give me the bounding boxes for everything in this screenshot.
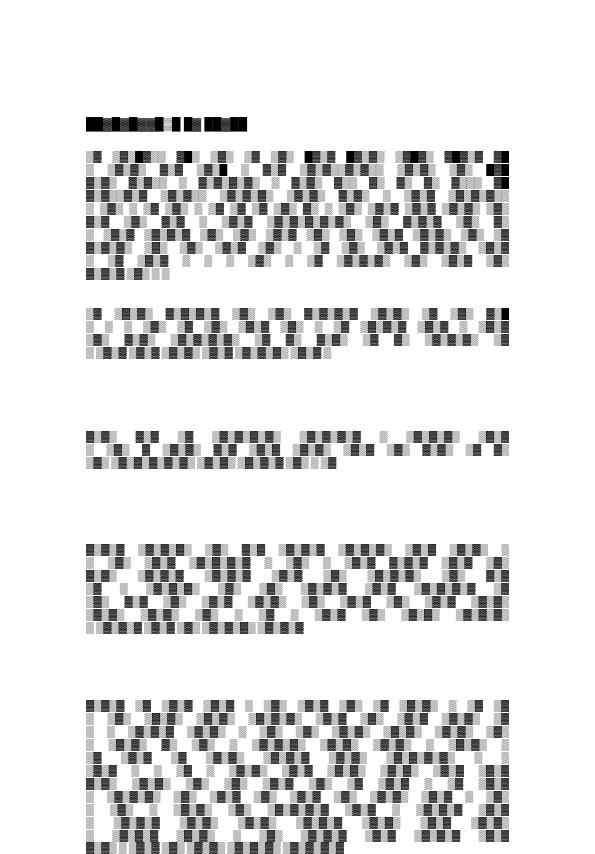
paragraph-line: ▒▓▒ ▓▒▓▒ ▒▓▒▓▒▓▒▓▒ ▒▓ ▓▒ ▓▒▓▒ ▒▓ ▓▒ ▒▓▒▓▒▓▒ ▒▓ <box>86 333 509 346</box>
paragraph-line: ▒ ▒ ▒ ▒▓▒ ▒▓ ▒▓▒ ▒▓▒▓ ▒▓▒ ▒ ▒▓ ▒▓▒▓▒▓ ▒▓▒▓ ▒ ▒▓▒▓ <box>86 320 509 333</box>
paragraph-line: ▒▓ ▒▓▒▓▒ ▓▒▓▒▓▒▓ ▒▓▒ ▒▓▒ ▓▒▓▒▓▒▓ ▒▓▒▓▒ ▒▓ ▒▓▒ ▓▒█ <box>86 308 509 320</box>
paragraph-line: ▒▓▒▓▒ ▒▓▒▓▒ ▒▓▒ ▒ ▒▓ ▒ ▒▓▒▓ ▒▓▒ ▒▓▒▓▒ ▒▓▒▓▒▓▒ <box>86 608 509 621</box>
paragraph-line: ▒ ▒▓▒▓ ▒▓▒▓▒▓ ▒▓▒ ▒▓▒ ▒▓▒▓ ▒▓▒ ▒▓▒ ▒▓▒▓ ▒▓▒▓▒ ▒▓▒ ▒▓ <box>86 228 509 241</box>
paragraph-line: ▒ ▒▓▒▓▒ ▓▒ ▒▓▒ ▒ ▒▓▒▓▒▓▒ ▒▓▒▓▒ ▒▓▒▓▒ ▒ ▒▓▒▓▒ ▒ <box>86 738 509 751</box>
paragraph-line: ▓▒▓▒ ▓▒▓ ▒▓ ▒▓▒▓▒▓▒▓▒ ▒▓▒▓▒▓▒▓ ▒ ▒▓▒▓▒▓▒ ▒▓▒▓ <box>86 431 509 443</box>
paragraph-line: ▒ ▒▓▒▓ ▒▓▒▓ ▒▓▒▓▒ ▒▓▒▓ ▒▓▒▓▒▓▒ ▒▓▒▓ ▒ <box>86 346 331 359</box>
paragraph-line: ▓▒▓▒ ▒▓▒▓▒▓ ▒▓▒▓▒▓ ▒▓▒▓ ▒▓▒ ▒▓▒▓▒▓▒ ▒▓▒ ▓▒▓ <box>86 569 509 582</box>
paragraph-line: ▓▒▓▒ ▒▓▒▓▒ ▒▓▒ ▒▓▒ ▒▓▒▓ ▒▓▒ ▒▓ ▒▓▒▓ ▒ ▒▓ ▒▓▒▓ <box>86 777 509 790</box>
paragraph-line: ▓▒▓▒▓ ▒▓▒▓▒▓▒ ▒▓▒ ▓▒▓ ▒▓▒▓▒▓ ▒▓▒▓▒▓▒ ▒▓▒▓ ▒▓▒▓▒ ▒ <box>86 544 509 556</box>
paragraph-line: ▒ ▒▓▒ ▒▓▒▓ ▒▓▒▓▒▓▒▓ ▒ ▒▓▒ ▒ ▒▓▒▓ ▓▒▓▒▓ ▒▓▒▓ ▒▓▒ <box>86 556 509 569</box>
paragraph-line: ▒ ▒▓▒ ▒ ▒▓ ▒▓▒ ▒ ▒▓ ▒▓ ▒▓ ▒▓▒ ▓▒ ▒ ▒▓▒ ▒▓▒▓ ▒▓▒▓ ▒▓▒▓▒ ▒▓▒ <box>86 202 509 215</box>
paragraph-line: ▓▒▓▒▓▒ ▒▓▒ ▒▓▒ ▒▓▒▓ ▒▓▒ ▒ ▒▓ ▒▓▒ ▒▓▒▓ ▓▒▓▒▓▒ ▒▓▒▓ <box>86 241 509 254</box>
paragraph-line: ▒ ▒▓▒ ▓ ▒▓▒▓▒ ▓▒▓ ▒▓▒▓ ▒▓▒▓▒ ▒▓▒▓ ▒▓▒ ▓▒▓▒ ▒▓ ▓▒ <box>86 443 509 456</box>
paragraph-line: ▒▓▒ ▒▓▒▓▒▓▒▓▒▓▒ ▒▓▒▓▒ ▒▓▒▓▒▓ ▒▓▒ ▒ ▒▓ <box>86 456 336 469</box>
paragraph-line: ▒▓ ▒▓▒▓ ▒▓ ▒▓▒▓▒ ▒▓▒▓▒▓ ▒▓▒▓▒ ▒▓▒▓▒▓▒▓▒ ▒ ▒ <box>86 751 509 764</box>
paragraph-line: ▒▓ ▒ ▒▓▒▓▒▓▒ ▒▓▒ ▒▓▒ ▒▓▒▓▒▓ ▒▓▒▓ ▒▓▒▓▒▓▒▓ ▒▓ <box>86 582 509 595</box>
paragraph-line: ▒ ▒▓▒▓▒▓ ▒▓▒▓▒ ▒▓▒▓▒ ▒▓▒▓▒▓ ▒▓▒▓▒ ▒▓▒▓ ▒▓▒▓▒ <box>86 816 509 829</box>
paragraph-line: ▒ ▒▓▒ ▒▓▒▓▒ ▒▓▒▓▒ ▒▓▒▓▒▓▒ ▒▓▒▓ ▒▓▒ ▒▓▒▓ ▒▓▒▓▒ ▒▓ <box>86 712 509 725</box>
paragraph-line: ▒ ▒▓▒ ▒ ▒▓▒▓▒ ▒▓▒ ▒▓▒▓▒▓▒▓ ▒▓▒▓ ▒ ▒▓▒▓▒▓ ▒▓▒▓ <box>86 803 509 816</box>
paragraph-line: ▒▓▒▓ ▒ ▒ ▒▓ ▒ ▒▓▒▓▒ ▒▓▒▓ ▒▓▒▓▒ ▒▓▒▓▒ ▒▓▒▓ ▒▓▒▓ <box>86 764 509 777</box>
paragraph-line: ▓▒▓▒▓ ▒▓ ▒▓▒▓ ▒▓▒▓ ▒ ▒▓▒ ▒▓▒▓ ▒▓▒ ▒▓ ▒▓▒▓▒ ▒ ▒▓ ▒▓ <box>86 700 509 712</box>
paragraph-line: ▒ ▒▓ ▒▓▒▓ ▒ ▒ ▒ ▒▓▒ ▒ ▒▓ ▒▓▒▓▒▓▒ ▒▓▒ ▒▓▒▓ ▒▓▒ <box>86 254 509 267</box>
paragraph-line: ▒ ▒▓▒▓▒ ▓▒▓ ▒▓▒█ ▒ ▓▒▓ ▒▓▒▓▒▒▓▒▓▒▒ ▒▓▒▓▒ ▒▓▒ █▓█ <box>86 163 509 176</box>
paragraph-line: ▒ ▒▓▒▓▒▓ ▒▓▒▓ ▒▓▒ ▒▓▒▓▒▓▒ ▒▓▒▓▒▓ <box>86 621 304 634</box>
paragraph-line: ▓▒▓ ▒▓▒ ▓▒▓ ▒ ▒▓▒▓ ▒▓▒▓▒▓▒▓▒▓▒ ▒▓▒ ▓▒▓▒▓ ▒▓▒ ▓▒ <box>86 215 509 228</box>
paragraph-line: ▓▒▓▒ ▒ ▒▓▒▓ ▒▓▒ ▒▓▒▓▒ ▒▓▒▓▒▓▒ ▒▓▒▓▒▓▒▓ <box>86 842 344 854</box>
paragraph-line: ▓▒▓▒▓ ▒▓▒ ▒ ▒ <box>86 267 170 280</box>
paragraph-line: ▒▓ ▒▓▒█▓▒▒ ▓█▒ ▒▓▒ ▒▓ ▒▓▒ █▓▒▓ █▓▒▓▒ ▒▓█▓▒ ▓█▓▒▓ ▓█ <box>86 151 509 163</box>
paragraph-line: ▒ ▒▓▒▓▒▓▒ ▒▓▒ ▒▓▒▓ ▒▓▒ ▒▓▒▓ ▒▓▒ ▒▓▒▓▒ ▒▓▒▓ ▒ ▒▓▒ <box>86 790 509 803</box>
paragraph-line: ▒ ▒▓▒▓▒▓ ▒▓▒▓▒ ▒ ▒▓▒ ▒▓▒▓▒▓ ▒▓▒▓ ▒▓▒▓▒▓ ▒▓▒▓ <box>86 829 509 842</box>
paragraph-line: ▓▒▓▒ ▓▒▓▒▒ ▒ ▓▒▓▒▓▒▓▒ ▒ ▓▒▓▒ ▓▒▒ ▓▒ ▓▒ ▓▒ ▓▒▒▒ ▓█ <box>86 176 509 189</box>
section-heading: ██▓█▓█▓▓█▒█ █▓ ██▓██ <box>86 117 248 131</box>
paragraph-line: ▒ ▒ ▒▓▒▓▒▓ ▒▓▒▓▒ ▒ ▒▓▒ ▒▓▒ ▒▓▒▓▒ ▒▓▒▓▒ ▒▓▒▓▒ ▒▓▒ <box>86 725 509 738</box>
paragraph-line: ▒▓▒ ▓▒▓ ▒▓▒ ▒▓▒▓ ▒▓▒▓▒ ▒▓▒ ▒▓▒▓ ▒▓▒ ▒▓▒▓ ▒▓▒▓▒ <box>86 595 509 608</box>
paragraph-line: ▓▒▓▒▒▓▒▓ ▒▓▒▓▒▒ ▒▓▒▓▒▓▒ ▒▓▒▓▒ ▓▒▓▒ ▒ ▒▓▒▓ ▒▓▒▓▒▓▒▒ <box>86 189 509 202</box>
